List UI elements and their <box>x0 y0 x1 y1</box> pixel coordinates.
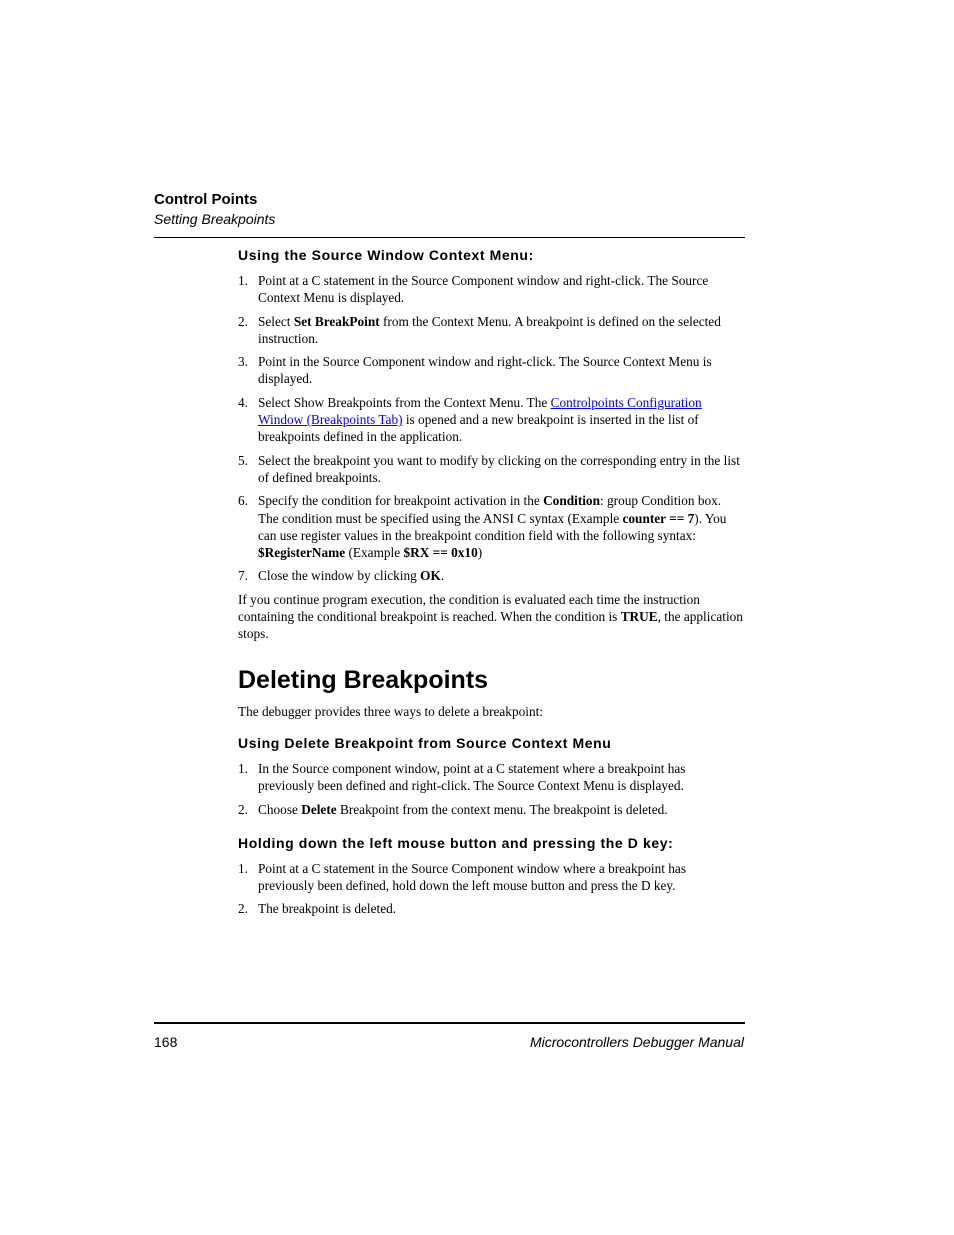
heading-delete-from-context-menu: Using Delete Breakpoint from Source Context Menu <box>238 734 612 751</box>
list-item: 3. Point in the Source Component window and right-click. The Source Context Menu is displayed. <box>238 354 712 387</box>
controlpoints-config-link[interactable]: Controlpoints Configuration Window (Breakpoints Tab) <box>258 394 702 428</box>
list-item: 1. Point at a C statement in the Source Component window and right-click. The Source Context Menu is displayed. <box>238 273 709 306</box>
list-item: 2. Choose Delete Breakpoint from the context menu. The breakpoint is deleted. <box>238 801 668 817</box>
list-item: 2. Select Set BreakPoint from the Context Menu. A breakpoint is defined on the selected instruction. <box>238 313 721 346</box>
heading-source-window-context-menu: Using the Source Window Context Menu: <box>238 247 534 263</box>
steps-source-window-context-menu <box>238 272 744 585</box>
header-divider <box>154 237 745 238</box>
heading-mouse-and-d-key: Holding down the left mouse button and pressing the D key: <box>238 834 674 851</box>
steps-mouse-and-d-key <box>238 860 744 918</box>
list-item: 2. The breakpoint is deleted. <box>238 901 397 917</box>
condition-evaluation-paragraph: If you continue program execution, the condition is evaluated each time the instruction containing the conditional breakpoint is reached. When the condition is TRUE, the application stops. <box>238 591 743 642</box>
page-number: 168 <box>154 1034 178 1050</box>
list-item: 4. Select Show Breakpoints from the Context Menu. The Controlpoints Configuration Window (Breakpoints Tab) is opened and a new breakpoint is inserted in the list of breakpoints defined in the application. <box>238 394 702 445</box>
list-item: 5. Select the breakpoint you want to modify by clicking on the corresponding entry in the list of defined breakpoints. <box>238 452 740 485</box>
list-item: 1. Point at a C statement in the Source Component window where a breakpoint has previously been defined, hold down the left mouse button and press the D key. <box>238 860 686 894</box>
chapter-title: Control Points <box>154 191 258 208</box>
list-item: 7. Close the window by clicking OK. <box>238 568 445 584</box>
deleting-intro: The debugger provides three ways to delete a breakpoint: <box>238 703 543 719</box>
list-item: 6. Specify the condition for breakpoint activation in the Condition: group Condition box. The condition must be specified using the ANSI C syntax (Example counter == 7). You can use register values in the breakpoint condition field with the following syntax: $RegisterName (Example $RX == 0x10) <box>238 493 727 561</box>
section-subtitle: Setting Breakpoints <box>154 211 276 227</box>
page-content <box>238 246 744 924</box>
list-item: 1. In the Source component window, point at a C statement where a breakpoint has previously been defined and right-click. The Source Context Menu is displayed. <box>238 760 686 794</box>
deleting-breakpoints-title: Deleting Breakpoints <box>238 665 489 694</box>
steps-delete-from-context-menu <box>238 760 744 818</box>
manual-title: Microcontrollers Debugger Manual <box>530 1034 744 1050</box>
footer-divider <box>154 1022 745 1024</box>
